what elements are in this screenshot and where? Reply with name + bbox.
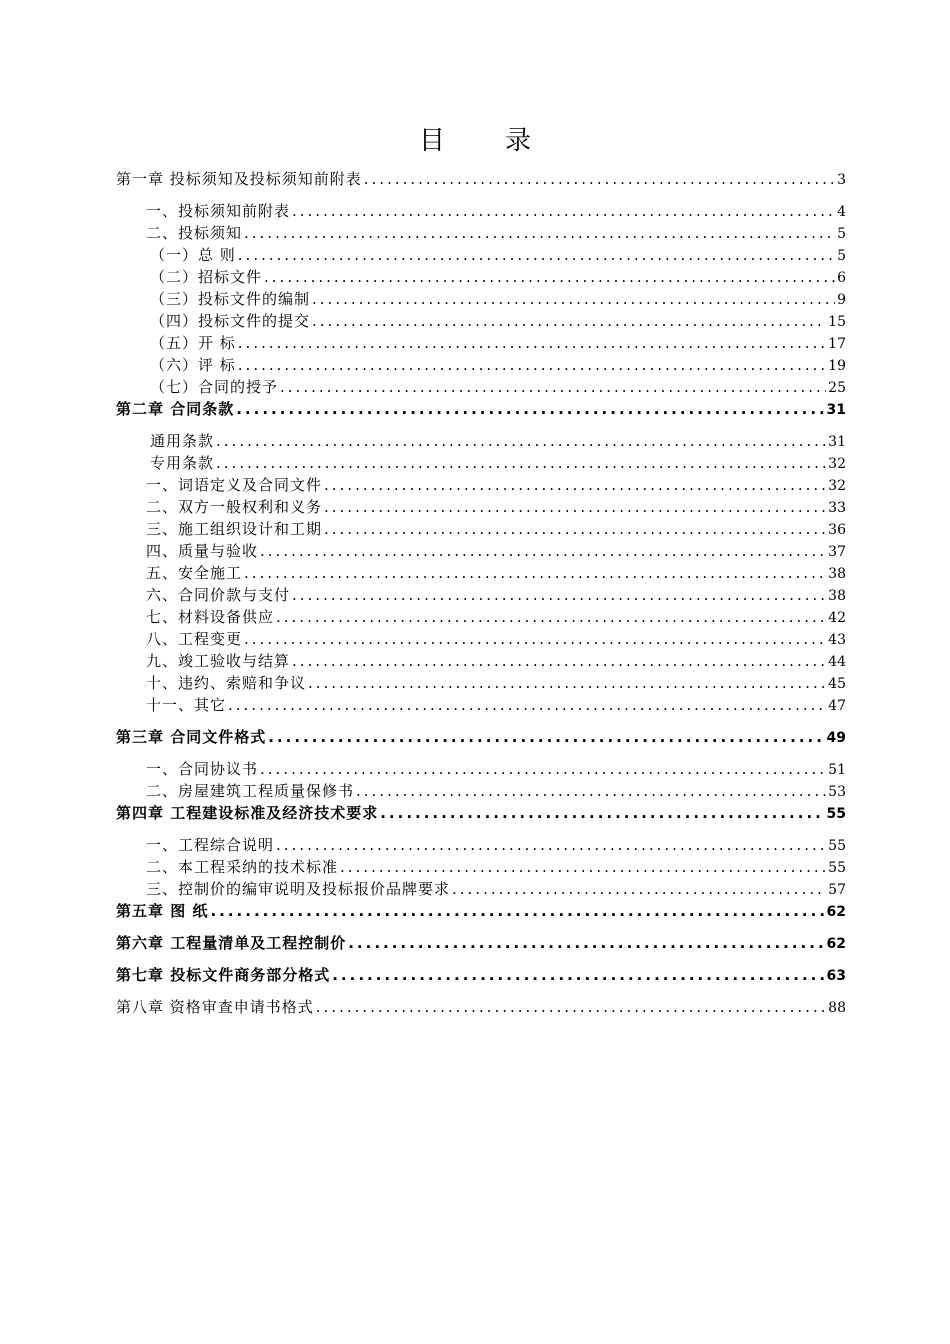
toc-entry-label: 六、合同价款与支付 xyxy=(146,586,291,604)
toc-entry-label: （三）投标文件的编制 xyxy=(150,290,311,308)
toc-page-number: 31 xyxy=(828,434,846,450)
toc-chapter-entry[interactable] xyxy=(116,802,846,824)
toc-dot-leader xyxy=(340,856,826,878)
toc-page-number: 32 xyxy=(828,478,846,494)
toc-title-char-1: 目 xyxy=(418,126,445,156)
toc-dot-leader xyxy=(452,878,826,900)
toc-page-number: 45 xyxy=(828,676,846,692)
toc-dot-leader xyxy=(238,332,826,354)
toc-entry-label: 第一章 投标须知及投标须知前附表 xyxy=(116,170,362,188)
toc-page-number: 55 xyxy=(826,806,846,822)
toc-section-entry[interactable] xyxy=(116,332,846,354)
toc-entry-label: 二、投标须知 xyxy=(146,224,243,242)
toc-page-number: 32 xyxy=(828,456,846,472)
toc-dot-leader xyxy=(308,672,826,694)
toc-dot-leader xyxy=(236,398,824,420)
toc-entry-label: 九、竣工验收与结算 xyxy=(146,652,291,670)
toc-page-number: 31 xyxy=(826,402,846,418)
toc-dot-leader xyxy=(348,932,824,954)
toc-entry-label: （五）开 标 xyxy=(150,334,236,352)
toc-chapter-entry[interactable] xyxy=(116,900,846,922)
toc-entry-label: 三、控制价的编审说明及投标报价品牌要求 xyxy=(146,880,451,898)
toc-entry-label: 一、投标须知前附表 xyxy=(146,202,291,220)
toc-entry-label: 一、词语定义及合同文件 xyxy=(146,476,323,494)
toc-section-entry[interactable] xyxy=(116,694,846,716)
toc-page-number: 5 xyxy=(837,248,846,264)
toc-entry-label: 第四章 工程建设标准及经济技术要求 xyxy=(116,804,379,822)
toc-section-entry[interactable] xyxy=(116,628,846,650)
toc-dot-leader xyxy=(268,726,824,748)
toc-entry-label: 第三章 合同文件格式 xyxy=(116,728,267,746)
toc-section-entry[interactable] xyxy=(116,758,846,780)
toc-section-entry[interactable] xyxy=(116,222,846,244)
toc-section-entry[interactable] xyxy=(116,310,846,332)
toc-page-number: 6 xyxy=(837,270,846,286)
toc-section-entry[interactable] xyxy=(116,496,846,518)
toc-dot-leader xyxy=(260,540,826,562)
toc-dot-leader xyxy=(364,168,835,190)
toc-spacer xyxy=(116,922,846,932)
toc-entry-label: 十、违约、索赔和争议 xyxy=(146,674,307,692)
toc-dot-leader xyxy=(324,496,826,518)
toc-section-entry[interactable] xyxy=(116,540,846,562)
toc-page-number: 15 xyxy=(828,314,846,330)
toc-section-entry[interactable] xyxy=(116,288,846,310)
toc-section-entry[interactable] xyxy=(116,672,846,694)
toc-entry-label: 十一、其它 xyxy=(146,696,227,714)
toc-page-number: 38 xyxy=(828,588,846,604)
toc-title-char-2: 录 xyxy=(505,126,532,156)
toc-section-entry[interactable] xyxy=(116,606,846,628)
toc-page-number: 19 xyxy=(828,358,846,374)
toc-spacer xyxy=(116,190,846,200)
toc-entry-label: （六）评 标 xyxy=(150,356,236,374)
toc-page-number: 53 xyxy=(828,784,846,800)
toc-dot-leader xyxy=(292,584,826,606)
toc-dot-leader xyxy=(260,758,826,780)
toc-page-number: 88 xyxy=(828,1000,846,1016)
toc-entry-label: 二、房屋建筑工程质量保修书 xyxy=(146,782,355,800)
toc-entry-label: 一、合同协议书 xyxy=(146,760,259,778)
toc-spacer xyxy=(116,716,846,726)
toc-section-entry[interactable] xyxy=(116,878,846,900)
toc-section-entry[interactable] xyxy=(116,834,846,856)
toc-entry-label: （一）总 则 xyxy=(150,246,236,264)
toc-entry-label: 五、安全施工 xyxy=(146,564,243,582)
toc-page-number: 55 xyxy=(828,860,846,876)
toc-entry-label: 二、本工程采纳的技术标准 xyxy=(146,858,339,876)
toc-entry-label: 第七章 投标文件商务部分格式 xyxy=(116,966,331,984)
toc-chapter-entry[interactable] xyxy=(116,398,846,420)
toc-spacer xyxy=(116,954,846,964)
toc-section-entry[interactable] xyxy=(116,780,846,802)
toc-dot-leader xyxy=(216,452,826,474)
toc-entry-label: 第八章 资格审查申请书格式 xyxy=(116,998,314,1016)
toc-dot-leader xyxy=(238,244,835,266)
toc-dot-leader xyxy=(292,650,826,672)
toc-section-entry[interactable] xyxy=(116,856,846,878)
toc-dot-leader xyxy=(228,694,826,716)
toc-section-entry[interactable] xyxy=(116,200,846,222)
toc-entry-label: 四、质量与验收 xyxy=(146,542,259,560)
toc-page-number: 49 xyxy=(826,730,846,746)
toc-page-number: 51 xyxy=(828,762,846,778)
toc-page-number: 37 xyxy=(828,544,846,560)
toc-dot-leader xyxy=(380,802,824,824)
table-of-contents xyxy=(116,168,846,1018)
toc-page-number: 47 xyxy=(828,698,846,714)
toc-dot-leader xyxy=(244,562,826,584)
toc-dot-leader xyxy=(238,354,826,376)
toc-entry-label: 三、施工组织设计和工期 xyxy=(146,520,323,538)
toc-entry-label: 二、双方一般权利和义务 xyxy=(146,498,323,516)
toc-page-number: 63 xyxy=(826,968,846,984)
toc-chapter-entry[interactable] xyxy=(116,996,846,1018)
toc-chapter-entry[interactable] xyxy=(116,932,846,954)
toc-dot-leader xyxy=(244,222,835,244)
toc-page-number: 43 xyxy=(828,632,846,648)
toc-page-number: 44 xyxy=(828,654,846,670)
toc-entry-label: 第五章 图 纸 xyxy=(116,902,209,920)
toc-section-entry[interactable] xyxy=(116,244,846,266)
toc-dot-leader xyxy=(216,430,826,452)
toc-section-entry[interactable] xyxy=(116,562,846,584)
toc-spacer xyxy=(116,748,846,758)
toc-entry-label: 第二章 合同条款 xyxy=(116,400,235,418)
toc-page-number: 5 xyxy=(837,226,846,242)
toc-entry-label: （二）招标文件 xyxy=(150,268,263,286)
toc-page-number: 36 xyxy=(828,522,846,538)
toc-section-entry[interactable] xyxy=(116,452,846,474)
toc-dot-leader xyxy=(324,518,826,540)
toc-dot-leader xyxy=(316,996,826,1018)
toc-section-entry[interactable] xyxy=(116,584,846,606)
toc-page-number: 33 xyxy=(828,500,846,516)
toc-page-number: 3 xyxy=(837,172,846,188)
toc-dot-leader xyxy=(312,310,826,332)
toc-entry-label: 七、材料设备供应 xyxy=(146,608,275,626)
toc-dot-leader xyxy=(210,900,824,922)
toc-page-number: 62 xyxy=(826,904,846,920)
toc-section-entry[interactable] xyxy=(116,474,846,496)
toc-dot-leader xyxy=(332,964,824,986)
toc-page-number: 42 xyxy=(828,610,846,626)
toc-dot-leader xyxy=(292,200,835,222)
toc-entry-label: 八、工程变更 xyxy=(146,630,243,648)
toc-chapter-entry[interactable] xyxy=(116,168,846,190)
toc-page-number: 25 xyxy=(828,380,846,396)
toc-section-entry[interactable] xyxy=(116,354,846,376)
toc-entry-label: （四）投标文件的提交 xyxy=(150,312,311,330)
toc-entry-label: 通用条款 xyxy=(150,432,215,450)
toc-dot-leader xyxy=(324,474,826,496)
toc-dot-leader xyxy=(244,628,826,650)
toc-title xyxy=(0,120,950,157)
toc-entry-label: 一、工程综合说明 xyxy=(146,836,275,854)
toc-section-entry[interactable] xyxy=(116,266,846,288)
toc-chapter-entry[interactable] xyxy=(116,726,846,748)
toc-spacer xyxy=(116,824,846,834)
toc-dot-leader xyxy=(356,780,826,802)
toc-page-number: 55 xyxy=(828,838,846,854)
toc-entry-label: 第六章 工程量清单及工程控制价 xyxy=(116,934,347,952)
toc-dot-leader xyxy=(312,288,835,310)
toc-chapter-entry[interactable] xyxy=(116,964,846,986)
toc-dot-leader xyxy=(276,606,826,628)
toc-page-number: 38 xyxy=(828,566,846,582)
toc-section-entry[interactable] xyxy=(116,518,846,540)
toc-section-entry[interactable] xyxy=(116,650,846,672)
toc-section-entry[interactable] xyxy=(116,376,846,398)
toc-page-number: 9 xyxy=(837,292,846,308)
toc-spacer xyxy=(116,986,846,996)
toc-dot-leader xyxy=(280,376,826,398)
toc-page-number: 17 xyxy=(828,336,846,352)
toc-page-number: 57 xyxy=(828,882,846,898)
toc-page-number: 62 xyxy=(826,936,846,952)
toc-spacer xyxy=(116,420,846,430)
toc-entry-label: 专用条款 xyxy=(150,454,215,472)
toc-entry-label: （七）合同的授予 xyxy=(150,378,279,396)
toc-page-number: 4 xyxy=(837,204,846,220)
toc-dot-leader xyxy=(264,266,835,288)
toc-dot-leader xyxy=(276,834,826,856)
toc-section-entry[interactable] xyxy=(116,430,846,452)
